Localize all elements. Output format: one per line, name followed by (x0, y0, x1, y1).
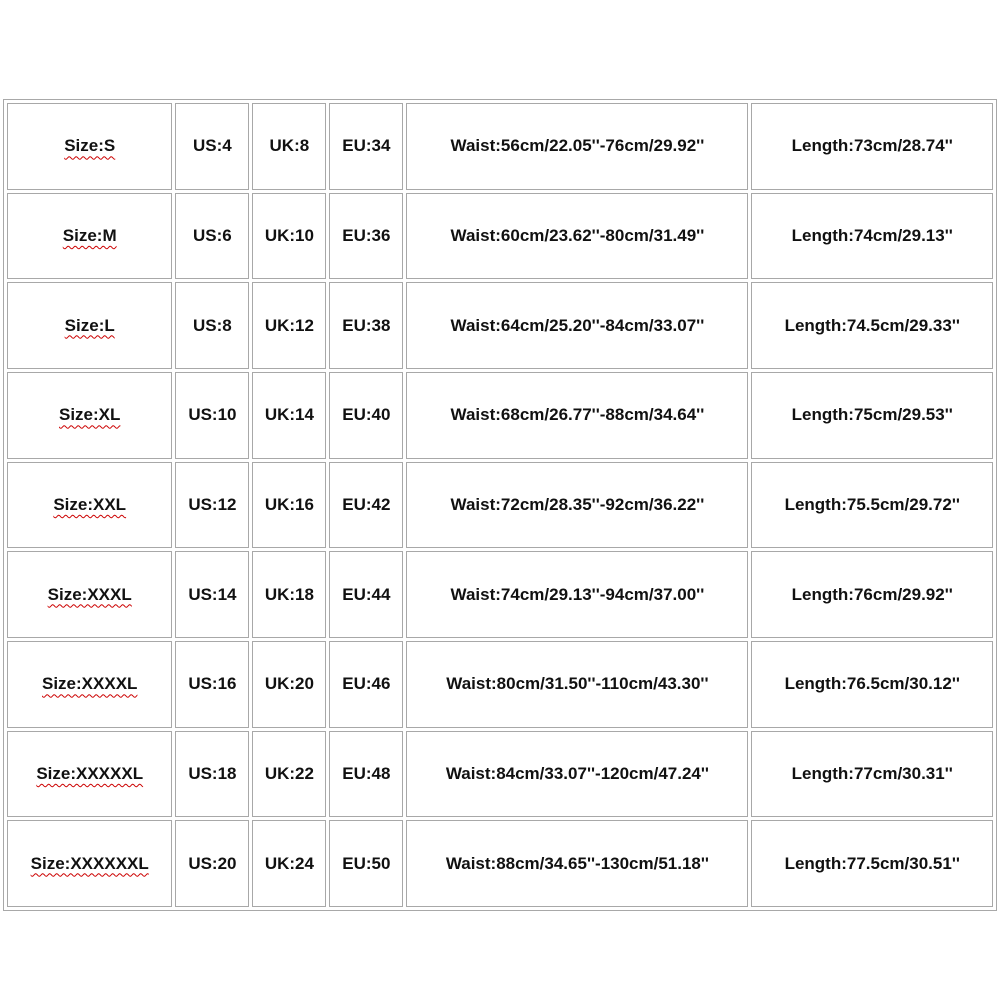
waist-cell: Waist:68cm/26.77''-88cm/34.64'' (406, 372, 748, 459)
us-size-cell: US:12 (175, 462, 249, 549)
size-label: Size:XXL (53, 494, 127, 514)
size-cell (7, 551, 172, 638)
uk-size-cell: UK:8 (252, 103, 326, 190)
eu-size-cell: EU:48 (329, 731, 403, 818)
table-row (7, 551, 993, 638)
waist-cell: Waist:80cm/31.50''-110cm/43.30'' (406, 641, 748, 728)
uk-size-cell: UK:12 (252, 282, 326, 369)
waist-cell: Waist:60cm/23.62''-80cm/31.49'' (406, 193, 748, 280)
length-cell: Length:76.5cm/30.12'' (751, 641, 993, 728)
uk-size-cell: UK:10 (252, 193, 326, 280)
waist-cell: Waist:88cm/34.65''-130cm/51.18'' (406, 820, 748, 907)
size-label: Size:XXXXL (42, 674, 138, 694)
table-row (7, 462, 993, 549)
waist-cell: Waist:72cm/28.35''-92cm/36.22'' (406, 462, 748, 549)
eu-size-cell: EU:34 (329, 103, 403, 190)
eu-size-cell: EU:50 (329, 820, 403, 907)
waist-cell: Waist:74cm/29.13''-94cm/37.00'' (406, 551, 748, 638)
us-size-cell: US:18 (175, 731, 249, 818)
waist-cell: Waist:64cm/25.20''-84cm/33.07'' (406, 282, 748, 369)
length-cell: Length:76cm/29.92'' (751, 551, 993, 638)
table-row (7, 103, 993, 190)
length-cell: Length:73cm/28.74'' (751, 103, 993, 190)
uk-size-cell: UK:18 (252, 551, 326, 638)
eu-size-cell: EU:40 (329, 372, 403, 459)
size-cell (7, 193, 172, 280)
table-row (7, 193, 993, 280)
size-label: Size:L (64, 315, 115, 335)
waist-cell: Waist:56cm/22.05''-76cm/29.92'' (406, 103, 748, 190)
size-cell (7, 103, 172, 190)
us-size-cell: US:4 (175, 103, 249, 190)
us-size-cell: US:14 (175, 551, 249, 638)
length-cell: Length:75cm/29.53'' (751, 372, 993, 459)
us-size-cell: US:20 (175, 820, 249, 907)
size-chart-table (3, 99, 997, 911)
uk-size-cell: UK:16 (252, 462, 326, 549)
table-row (7, 731, 993, 818)
size-label: Size:S (64, 136, 116, 156)
size-cell (7, 820, 172, 907)
us-size-cell: US:8 (175, 282, 249, 369)
size-label: Size:XXXXXXL (30, 853, 149, 873)
size-cell (7, 462, 172, 549)
table-row (7, 282, 993, 369)
size-cell (7, 282, 172, 369)
length-cell: Length:74cm/29.13'' (751, 193, 993, 280)
size-label: Size:XXXXXL (36, 763, 144, 783)
eu-size-cell: EU:42 (329, 462, 403, 549)
uk-size-cell: UK:20 (252, 641, 326, 728)
size-cell (7, 731, 172, 818)
size-label: Size:XXXL (47, 584, 132, 604)
eu-size-cell: EU:36 (329, 193, 403, 280)
uk-size-cell: UK:14 (252, 372, 326, 459)
us-size-cell: US:10 (175, 372, 249, 459)
us-size-cell: US:16 (175, 641, 249, 728)
us-size-cell: US:6 (175, 193, 249, 280)
size-cell (7, 372, 172, 459)
table-row (7, 641, 993, 728)
size-cell (7, 641, 172, 728)
waist-cell: Waist:84cm/33.07''-120cm/47.24'' (406, 731, 748, 818)
length-cell: Length:75.5cm/29.72'' (751, 462, 993, 549)
uk-size-cell: UK:24 (252, 820, 326, 907)
eu-size-cell: EU:46 (329, 641, 403, 728)
size-label: Size:M (62, 225, 117, 245)
table-row (7, 820, 993, 907)
size-label: Size:XL (59, 405, 121, 425)
eu-size-cell: EU:44 (329, 551, 403, 638)
length-cell: Length:77.5cm/30.51'' (751, 820, 993, 907)
table-row (7, 372, 993, 459)
length-cell: Length:77cm/30.31'' (751, 731, 993, 818)
eu-size-cell: EU:38 (329, 282, 403, 369)
length-cell: Length:74.5cm/29.33'' (751, 282, 993, 369)
uk-size-cell: UK:22 (252, 731, 326, 818)
